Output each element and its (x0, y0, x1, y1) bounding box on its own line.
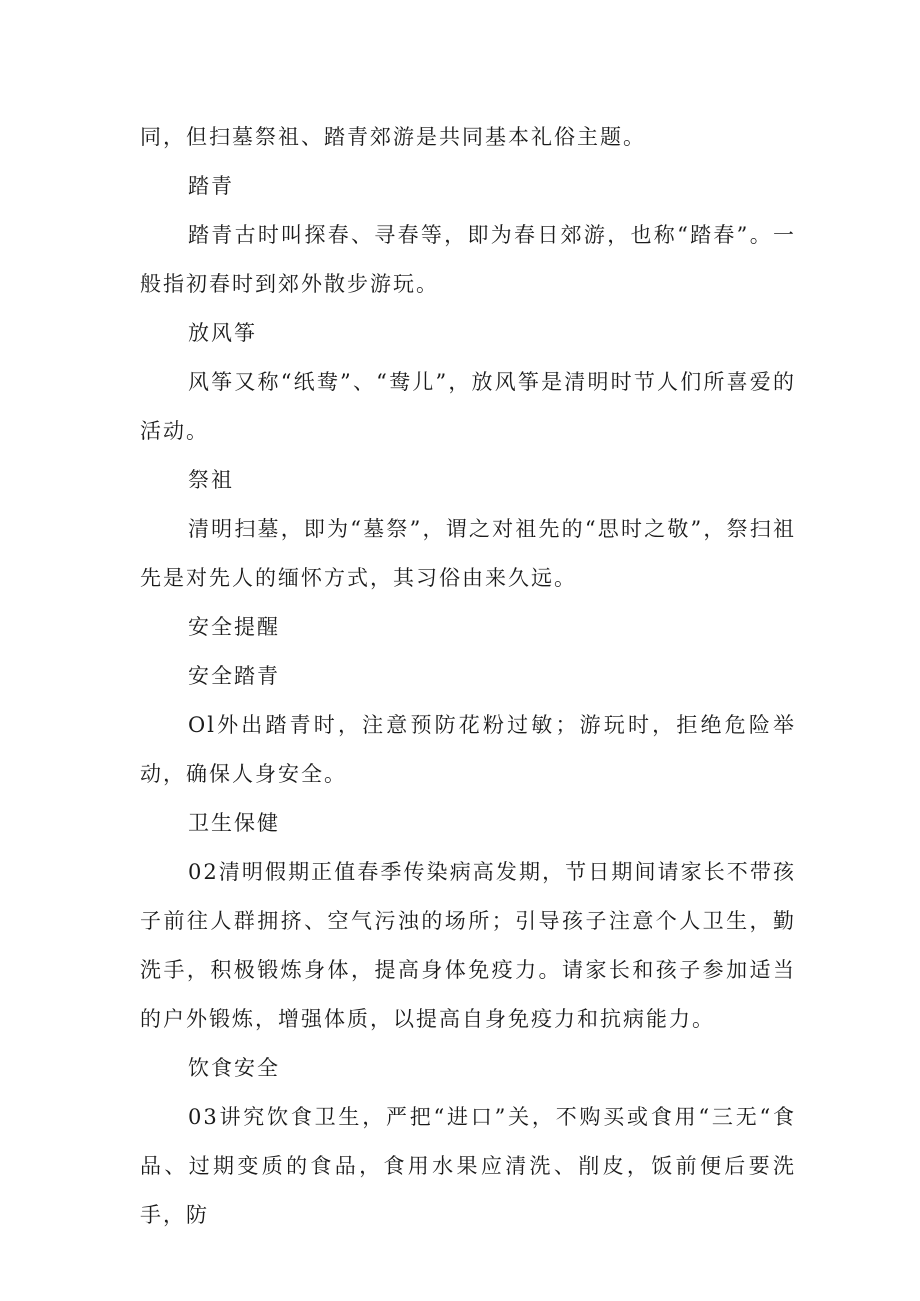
paragraph-safe-outing: Ol外出踏青时，注意预防花粉过敏；游玩时，拒绝危险举动，确保人身安全。 (140, 713, 796, 786)
subheading-food-safety: 饮食安全 (188, 1056, 280, 1080)
paragraph-taqing: 踏青古时叫探春、寻春等，即为春日郊游，也称“踏春”。一般指初春时到郊外散步游玩。 (140, 223, 796, 296)
subheading-safe-outing: 安全踏青 (188, 664, 280, 688)
paragraph-kite: 风筝又称“纸鸯”、“鸯儿”，放风筝是清明时节人们所喜爱的活动。 (140, 370, 796, 443)
paragraph-continuation: 同，但扫墓祭祖、踏青郊游是共同基本礼俗主题。 (140, 125, 646, 149)
subheading-hygiene: 卫生保健 (188, 811, 280, 835)
paragraph-food-safety: 03讲究饮食卫生，严把“进口”关，不购买或食用“三无“食品、过期变质的食品，食用水果应清洗、削皮，饭前便后要洗手，防 (140, 1105, 796, 1227)
section-heading-safety: 安全提醒 (188, 615, 280, 639)
section-heading-kite: 放风筝 (188, 321, 257, 345)
section-heading-ancestor: 祭祖 (188, 468, 234, 492)
paragraph-hygiene: 02清明假期正值春季传染病高发期，节日期间请家长不带孩子前往人群拥挤、空气污浊的场所；引导孩子注意个人卫生，勤洗手，积极锻炼身体，提高身体免疫力。请家长和孩子参加适当的户外锻炼，增强体质，以提高自身免疫力和抗病能力。 (140, 860, 796, 1031)
section-heading-taqing: 踏青 (188, 174, 234, 198)
paragraph-ancestor: 清明扫墓，即为“墓祭”，谓之对祖先的“思时之敬”，祭扫祖先是对先人的缅怀方式，其习俗由来久远。 (140, 517, 796, 590)
document-body (140, 113, 796, 1240)
